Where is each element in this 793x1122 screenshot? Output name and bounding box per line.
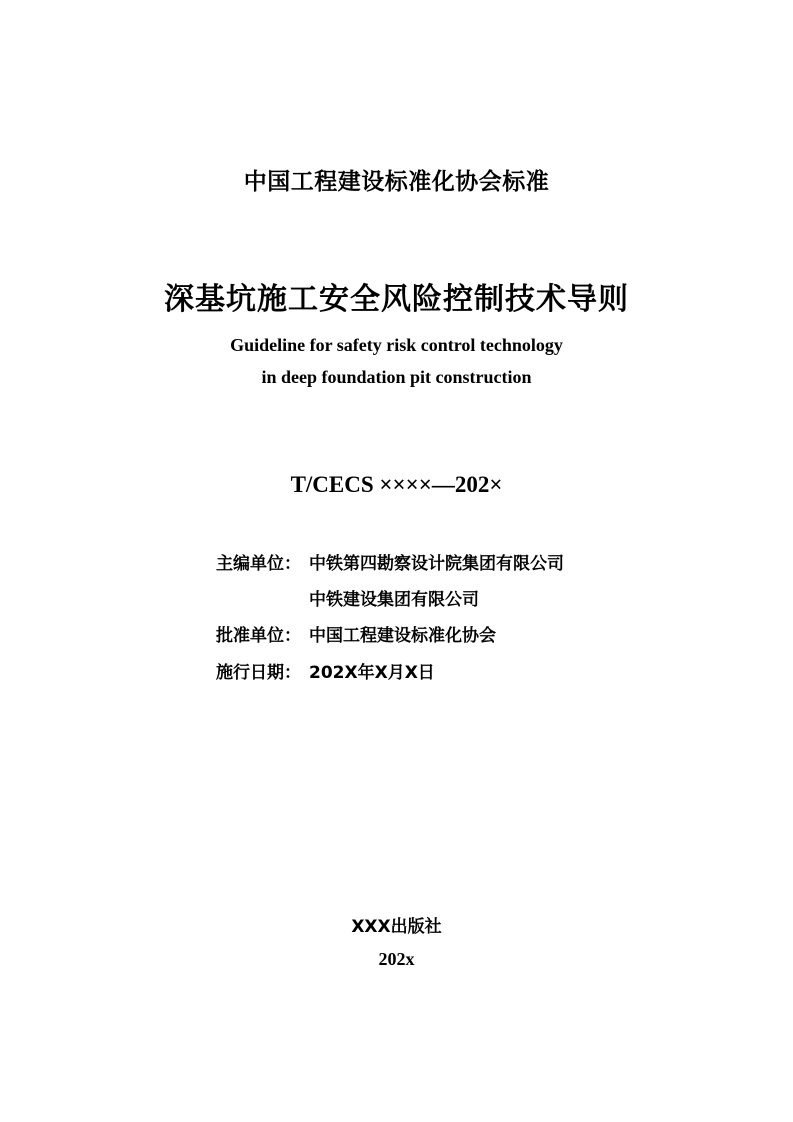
publisher-name: XXX出版社 bbox=[351, 917, 442, 937]
chief-editor-label: 主编单位： bbox=[216, 554, 301, 574]
chief-editor-row bbox=[216, 549, 564, 574]
document-title-en-line2: in deep foundation pit construction bbox=[261, 367, 532, 387]
approver-label: 批准单位： bbox=[216, 626, 301, 646]
standard-code: T/CECS ××××—202× bbox=[290, 472, 503, 497]
approver-unit: 中国工程建设标准化协会 bbox=[309, 626, 496, 646]
organization-standard-heading: 中国工程建设标准化协会标准 bbox=[243, 169, 550, 195]
effective-date-value: 202X年X月X日 bbox=[309, 663, 435, 683]
effective-date-row bbox=[216, 658, 435, 683]
document-title-zh: 深基坑施工安全风险控制技术导则 bbox=[164, 282, 629, 317]
document-title-en-line1: Guideline for safety risk control technology bbox=[230, 335, 563, 355]
chief-editor-unit-2: 中铁建设集团有限公司 bbox=[309, 590, 479, 610]
chief-editor-unit-1: 中铁第四勘察设计院集团有限公司 bbox=[309, 554, 564, 574]
effective-date-label: 施行日期： bbox=[216, 663, 301, 683]
publication-year: 202x bbox=[378, 949, 415, 969]
chief-editor-row-2 bbox=[216, 585, 479, 610]
approver-row bbox=[216, 621, 496, 646]
